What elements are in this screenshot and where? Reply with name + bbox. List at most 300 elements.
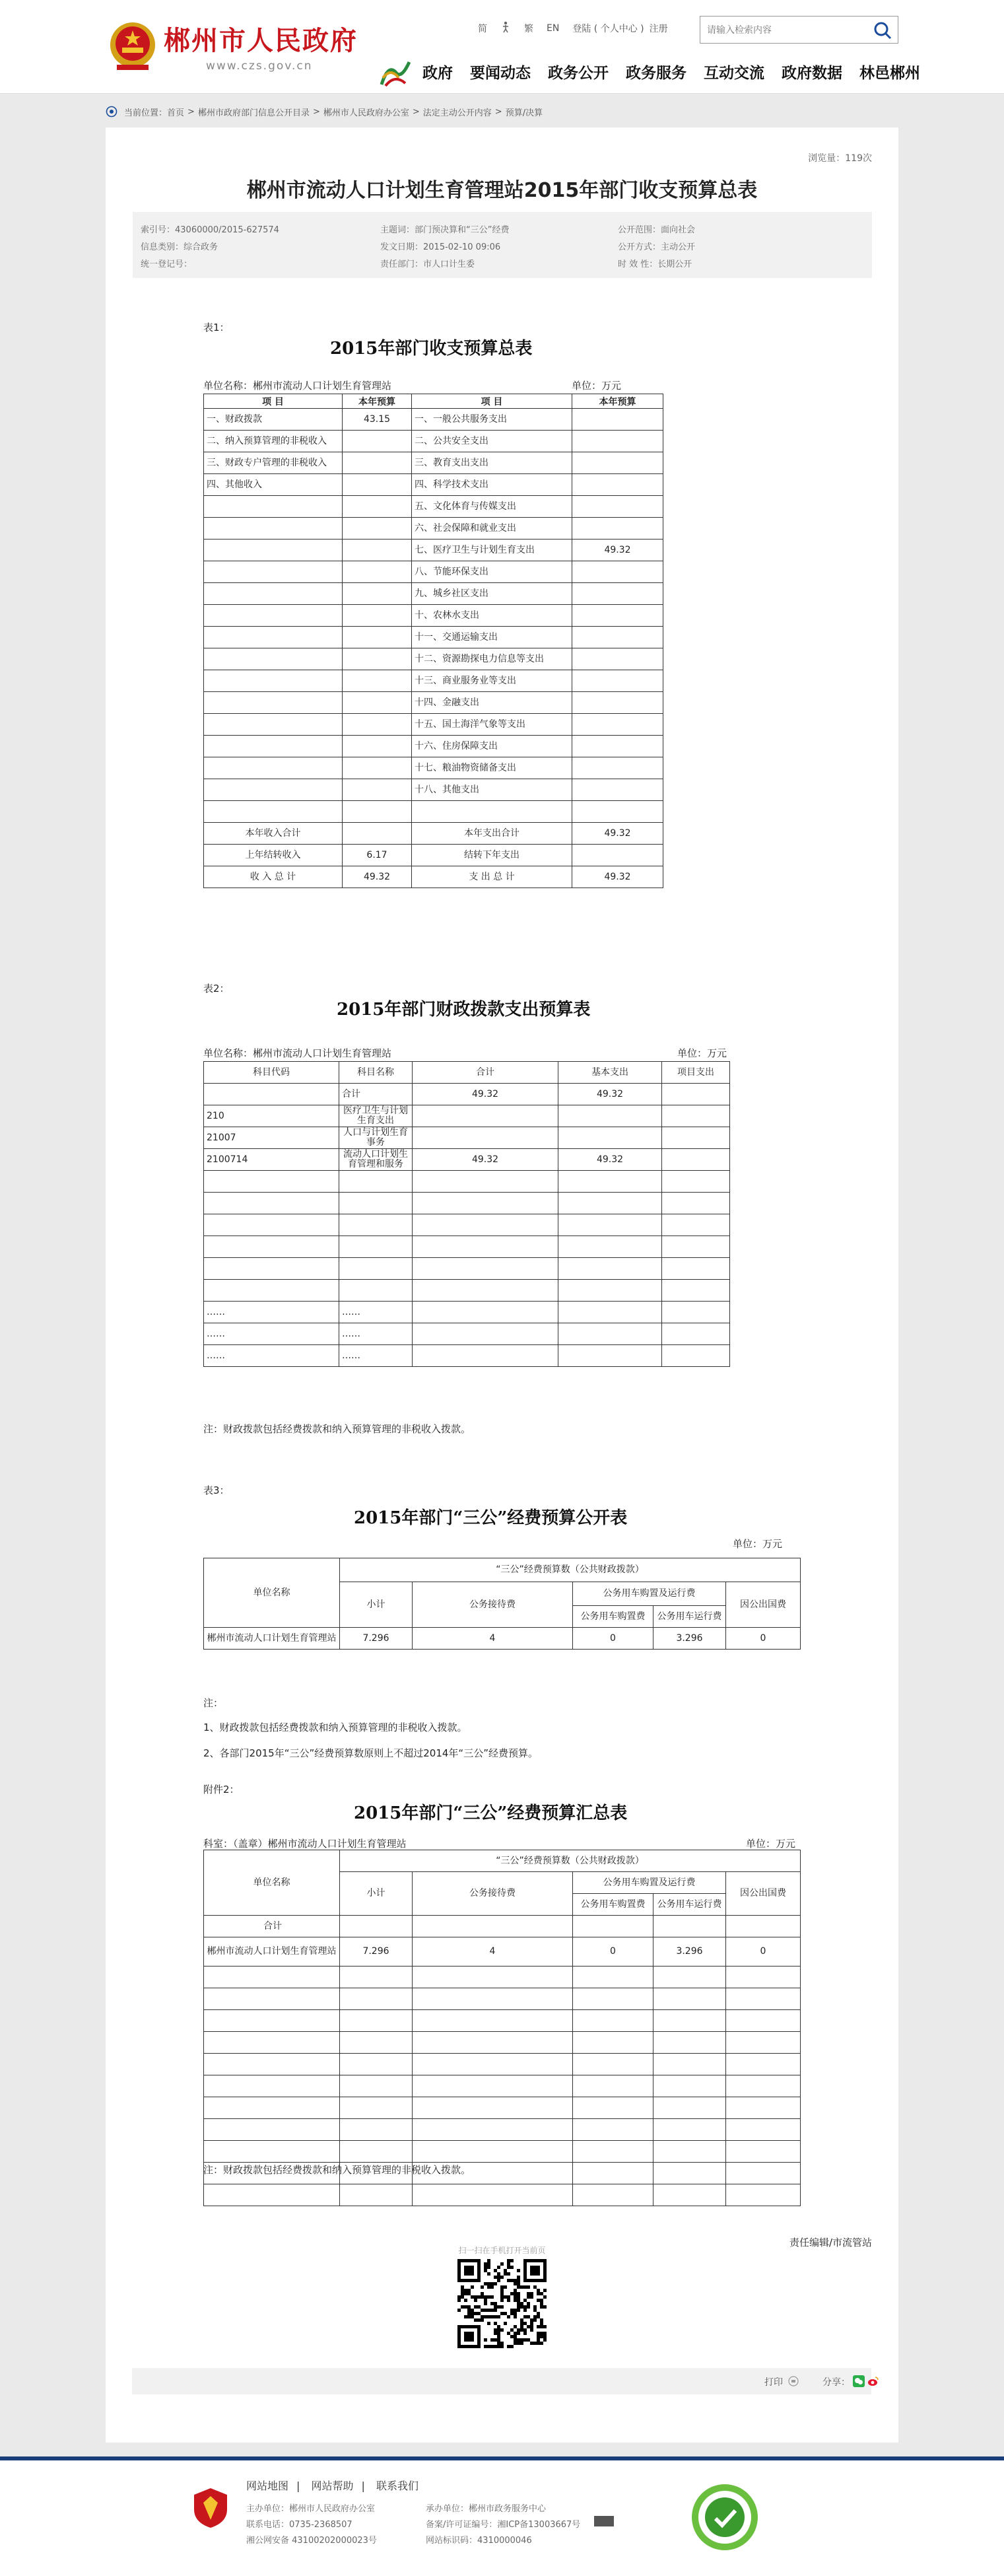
print-icon[interactable] <box>788 2376 799 2386</box>
footer-police-record[interactable]: 湘公网安备 43100202000023号 <box>246 2536 377 2546</box>
traditional-chinese-link[interactable]: 繁 <box>524 24 533 34</box>
main-nav <box>422 61 920 85</box>
table-cell <box>653 2075 726 2097</box>
simplified-chinese-link[interactable]: 简 <box>478 24 487 34</box>
header-unit-name: 单位名称 <box>204 1850 340 1916</box>
login-link[interactable]: 登陆 ( 个人中心 ) <box>572 24 644 34</box>
table-cell: 八、节能环保支出 <box>412 561 572 583</box>
table-cell: …… <box>204 1323 339 1345</box>
table-cell <box>726 2141 801 2163</box>
table-cell: 本年收入合计 <box>204 823 343 845</box>
mobile-badge-icon[interactable] <box>594 2516 614 2526</box>
table-cell <box>340 2119 413 2141</box>
table-cell: 七、医疗卫生与计划生育支出 <box>412 540 572 561</box>
table-cell <box>204 1171 339 1193</box>
header-vehicle-running: 公务用车运行费 <box>653 1894 726 1916</box>
table-cell <box>572 627 663 648</box>
table-cell <box>572 692 663 714</box>
header-vehicle-purchase: 公务用车购置费 <box>573 1606 653 1628</box>
table-cell <box>572 714 663 736</box>
table-cell: 十一、交通运输支出 <box>412 627 572 648</box>
table-cell <box>343 801 412 823</box>
table-cell <box>726 2119 801 2141</box>
search-icon[interactable] <box>873 20 892 40</box>
table-cell <box>413 2119 573 2141</box>
table-cell <box>572 518 663 540</box>
table-cell <box>726 2032 801 2054</box>
table-cell <box>340 1916 413 1937</box>
header-three-public-group: “三公”经费预算数（公共财政拨款） <box>340 1850 801 1872</box>
table-cell: 十、农林水支出 <box>412 605 572 627</box>
table-cell <box>204 2097 340 2119</box>
table-row <box>204 561 663 583</box>
table-cell <box>413 1302 558 1323</box>
table-cell <box>572 452 663 474</box>
table-row <box>204 2097 801 2119</box>
footer-icp[interactable]: 备案/许可证编号：湘ICP备13003667号 <box>426 2520 581 2530</box>
table-cell: 49.32 <box>413 1084 558 1105</box>
table-cell: …… <box>204 1302 339 1323</box>
table-row <box>204 692 663 714</box>
register-link[interactable]: 注册 <box>649 24 668 34</box>
meta-dept: 责任部门：市人口计生委 <box>380 260 475 269</box>
table-row <box>204 1967 801 1988</box>
table-cell: 郴州市流动人口计划生育管理站 <box>204 1937 340 1967</box>
table-row <box>204 1258 730 1280</box>
table3-note-1: 1、财政拨款包括经费拨款和纳入预算管理的非税收入拨款。 <box>203 1722 467 1733</box>
table-cell <box>726 2054 801 2075</box>
header-tools <box>478 20 681 37</box>
table-cell <box>662 1149 730 1171</box>
party-government-badge-icon[interactable] <box>193 2487 228 2529</box>
table-cell <box>204 2075 340 2097</box>
footer-contact-link[interactable]: 联系我们 <box>376 2480 419 2492</box>
table-header: 本年预算 <box>572 394 663 409</box>
table-cell: 0 <box>573 1628 653 1650</box>
table-cell <box>558 1105 662 1127</box>
table-cell <box>339 1258 413 1280</box>
table2-label: 表2： <box>203 983 230 994</box>
table-cell <box>412 801 572 823</box>
total-label: 合计 <box>204 1916 340 1937</box>
table-cell <box>413 1236 558 1258</box>
table-cell <box>726 2097 801 2119</box>
table-cell <box>204 2119 340 2141</box>
table-cell <box>340 2054 413 2075</box>
table-cell: 十三、商业服务业等支出 <box>412 670 572 692</box>
decorative-ribbon-icon <box>379 58 412 87</box>
table-cell: 结转下年支出 <box>412 845 572 866</box>
location-icon <box>106 106 117 118</box>
table-cell <box>726 1988 801 2010</box>
table-cell: 4 <box>413 1628 573 1650</box>
table-row <box>204 2054 801 2075</box>
appropriation-table <box>203 1061 730 1367</box>
table-cell <box>572 779 663 801</box>
table1-title: 2015年部门收支预算总表 <box>330 339 533 359</box>
table-cell <box>413 1280 558 1302</box>
gov-error-check-seal-icon[interactable] <box>690 2483 759 2552</box>
breadcrumb-label: 当前位置： <box>124 108 168 118</box>
table-cell: 十八、其他支出 <box>412 779 572 801</box>
footer-links <box>246 2478 426 2493</box>
table-cell <box>204 605 343 627</box>
table-cell: …… <box>339 1323 413 1345</box>
nav-services[interactable]: 政务服务 <box>626 65 686 82</box>
table-cell <box>653 2010 726 2032</box>
site-header <box>0 0 1004 94</box>
table-row <box>204 2075 801 2097</box>
table-cell <box>653 2163 726 2184</box>
table-cell <box>204 2184 340 2206</box>
budget-summary-table <box>203 394 663 888</box>
wechat-icon[interactable] <box>853 2375 865 2387</box>
article-meta <box>133 212 872 278</box>
header-subtotal: 小计 <box>340 1582 413 1628</box>
table-cell <box>339 1236 413 1258</box>
table-row <box>204 452 663 474</box>
header-abroad: 因公出国费 <box>726 1872 801 1916</box>
print-button[interactable]: 打印 <box>764 2377 783 2388</box>
table-cell <box>413 1988 573 2010</box>
table-cell <box>343 496 412 518</box>
table-row <box>204 1127 730 1149</box>
table-cell <box>653 2032 726 2054</box>
table3-unit: 单位：万元 <box>733 1538 783 1550</box>
english-link[interactable]: EN <box>547 23 560 34</box>
table-cell <box>413 1105 558 1127</box>
table-cell <box>340 2141 413 2163</box>
table-row <box>204 1280 730 1302</box>
table-cell <box>558 1302 662 1323</box>
meta-topic: 主题词：部门预决算和“三公”经费 <box>380 225 510 235</box>
table-cell: 四、科学技术支出 <box>412 474 572 496</box>
nav-linyi[interactable]: 林邑郴州 <box>859 65 920 82</box>
table-cell <box>662 1193 730 1214</box>
header-reception: 公务接待费 <box>413 1872 573 1916</box>
table-cell <box>558 1127 662 1149</box>
breadcrumb-statutory[interactable]: 法定主动公开内容 <box>422 108 492 118</box>
table-row <box>204 757 663 779</box>
table-cell <box>558 1258 662 1280</box>
table-cell <box>726 1967 801 1988</box>
table-header: 本年预算 <box>343 394 412 409</box>
table-row <box>204 1988 801 2010</box>
header-vehicle: 公务用车购置及运行费 <box>573 1582 726 1606</box>
table-cell <box>413 1916 573 1937</box>
table-cell <box>343 605 412 627</box>
table-cell <box>558 1345 662 1367</box>
breadcrumb-office[interactable]: 郴州市人民政府办公室 <box>323 108 409 118</box>
table-row <box>204 496 663 518</box>
table-row <box>204 431 663 452</box>
table-cell: 十二、资源勘探电力信息等支出 <box>412 648 572 670</box>
table-cell: 郴州市流动人口计划生育管理站 <box>204 1628 340 1650</box>
table-cell <box>662 1214 730 1236</box>
nav-interaction[interactable]: 互动交流 <box>704 65 764 82</box>
table-cell <box>204 1967 340 1988</box>
table-cell <box>413 2054 573 2075</box>
table-cell <box>662 1323 730 1345</box>
table-cell <box>726 2075 801 2097</box>
table-cell: 六、社会保障和就业支出 <box>412 518 572 540</box>
table-row <box>204 627 663 648</box>
table-cell: 49.32 <box>413 1149 558 1171</box>
table-cell <box>572 736 663 757</box>
table-cell <box>558 1171 662 1193</box>
table-row <box>204 823 663 845</box>
weibo-icon[interactable] <box>867 2375 879 2387</box>
table-cell: 49.32 <box>558 1084 662 1105</box>
table-cell <box>572 670 663 692</box>
table-cell: 一、一般公共服务支出 <box>412 409 572 431</box>
accessibility-icon <box>500 21 511 33</box>
breadcrumb-separator: > <box>312 106 320 117</box>
table-cell <box>558 1236 662 1258</box>
table-cell <box>204 1280 339 1302</box>
table-cell: 21007 <box>204 1127 339 1149</box>
header-reception: 公务接待费 <box>413 1582 573 1628</box>
table-cell <box>413 1345 558 1367</box>
nav-open-affairs[interactable]: 政务公开 <box>548 65 609 82</box>
table-cell <box>573 2010 653 2032</box>
table-cell <box>343 692 412 714</box>
table-cell: 二、公共安全支出 <box>412 431 572 452</box>
table-cell <box>662 1302 730 1323</box>
table-cell <box>343 431 412 452</box>
table-cell <box>726 2010 801 2032</box>
table-cell <box>572 561 663 583</box>
table-cell <box>653 2097 726 2119</box>
table-cell <box>653 1988 726 2010</box>
meta-unified-code: 统一登记号： <box>141 260 193 269</box>
table-cell <box>204 540 343 561</box>
breadcrumb-separator: > <box>412 106 420 117</box>
table-cell: 十六、住房保障支出 <box>412 736 572 757</box>
table-cell <box>413 1127 558 1149</box>
table-row <box>204 2032 801 2054</box>
table-cell <box>573 1916 653 1937</box>
table2-unit-name: 单位名称：郴州市流动人口计划生育管理站 <box>203 1047 392 1059</box>
table-cell: 49.32 <box>572 823 663 845</box>
table-row <box>204 474 663 496</box>
table-cell <box>662 1105 730 1127</box>
meta-category: 信息类别：综合政务 <box>141 242 218 252</box>
breadcrumb-budget[interactable]: 预算/决算 <box>505 108 543 118</box>
table-cell: 3.296 <box>653 1937 726 1967</box>
table-cell: 五、文化体育与传媒支出 <box>412 496 572 518</box>
breadcrumb-separator: > <box>187 106 195 117</box>
table-cell <box>662 1258 730 1280</box>
table-row <box>204 2184 801 2206</box>
table-cell <box>662 1236 730 1258</box>
nav-news[interactable]: 要闻动态 <box>470 65 531 82</box>
table-cell: 49.32 <box>558 1149 662 1171</box>
table-cell: 二、纳入预算管理的非税收入 <box>204 431 343 452</box>
meta-index: 索引号：43060000/2015-627574 <box>141 225 279 235</box>
meta-validity: 时 效 性：长期公开 <box>618 260 692 269</box>
table-cell <box>558 1323 662 1345</box>
table-cell: 0 <box>573 1937 653 1967</box>
table-header: 项 目 <box>204 394 343 409</box>
footer-divider: | <box>296 2480 300 2492</box>
table-cell <box>726 2163 801 2184</box>
table-cell <box>572 583 663 605</box>
site-url: www.czs.gov.cn <box>206 59 313 73</box>
table-row <box>204 648 663 670</box>
table-cell <box>339 1214 413 1236</box>
footer-contact: 联系电话：0735-2368507 <box>246 2520 352 2530</box>
table-cell <box>573 2163 653 2184</box>
table-cell: 人口与计划生育事务 <box>339 1127 413 1149</box>
search-box <box>700 16 898 44</box>
table-cell <box>726 1916 801 1937</box>
table-cell <box>558 1280 662 1302</box>
table-cell <box>339 1171 413 1193</box>
table-cell <box>204 627 343 648</box>
header-abroad: 因公出国费 <box>726 1582 801 1628</box>
table-row <box>204 1171 730 1193</box>
table-cell <box>662 1345 730 1367</box>
table-cell <box>204 518 343 540</box>
table-row <box>204 2119 801 2141</box>
footer-host: 主办单位：郴州市人民政府办公室 <box>246 2504 376 2514</box>
footer-divider: | <box>361 2480 365 2492</box>
table-cell <box>343 648 412 670</box>
table2-title: 2015年部门财政拨款支出预算表 <box>337 1000 591 1020</box>
table3-title: 2015年部门“三公”经费预算公开表 <box>354 1508 628 1528</box>
table-row <box>204 845 663 866</box>
table2-unit: 单位：万元 <box>677 1047 727 1059</box>
table-row <box>204 670 663 692</box>
table-cell <box>343 714 412 736</box>
table-cell: 0 <box>726 1628 801 1650</box>
table-cell <box>572 648 663 670</box>
table-cell <box>343 518 412 540</box>
table-cell <box>204 2010 340 2032</box>
table-cell <box>340 1967 413 1988</box>
meta-scope: 公开范围：面向社会 <box>618 225 696 235</box>
table-cell: 三、财政专户管理的非税收入 <box>204 452 343 474</box>
table-cell <box>572 605 663 627</box>
table-cell <box>204 1084 339 1105</box>
table-row <box>204 1084 730 1105</box>
table-cell <box>340 2032 413 2054</box>
table-row <box>204 518 663 540</box>
table4-unit-name: 科室：（盖章）郴州市流动人口计划生育管理站 <box>203 1838 407 1850</box>
table-cell <box>572 474 663 496</box>
footer-help-link[interactable]: 网站帮助 <box>311 2480 354 2492</box>
three-public-summary-table <box>203 1850 801 2206</box>
search-input[interactable] <box>707 23 865 38</box>
site-name[interactable]: 郴州市人民政府 <box>164 25 358 56</box>
table-row <box>204 605 663 627</box>
table-cell: 支 出 总 计 <box>412 866 572 888</box>
breadcrumb-catalog[interactable]: 郴州市政府部门信息公开目录 <box>197 108 310 118</box>
table-row <box>204 540 663 561</box>
article-container <box>106 127 898 2443</box>
table1-unit-name: 单位名称：郴州市流动人口计划生育管理站 <box>203 380 392 392</box>
header-unit-name: 单位名称 <box>204 1558 340 1628</box>
table-cell <box>204 2054 340 2075</box>
table-cell <box>572 801 663 823</box>
table-cell <box>204 692 343 714</box>
table-cell <box>343 540 412 561</box>
table-cell: 合计 <box>339 1084 413 1105</box>
table-row <box>204 801 663 823</box>
nav-data[interactable]: 政府数据 <box>782 65 842 82</box>
table-cell <box>413 2032 573 2054</box>
table-row <box>204 1236 730 1258</box>
header-vehicle-running: 公务用车运行费 <box>653 1606 726 1628</box>
table-cell: 十五、国土海洋气象等支出 <box>412 714 572 736</box>
table4-label: 附件2： <box>203 1784 240 1795</box>
national-emblem-icon[interactable] <box>108 18 158 74</box>
breadcrumb <box>106 100 898 123</box>
table-cell <box>340 2097 413 2119</box>
table-cell: …… <box>204 1345 339 1367</box>
table-cell: 3.296 <box>653 1628 726 1650</box>
table-row <box>204 1193 730 1214</box>
table-cell <box>204 583 343 605</box>
table-row <box>204 714 663 736</box>
table-cell <box>343 757 412 779</box>
header-vehicle: 公务用车购置及运行费 <box>573 1872 726 1894</box>
table-cell: 49.32 <box>572 866 663 888</box>
table-cell <box>573 2032 653 2054</box>
table4-note: 注：财政拨款包括经费拨款和纳入预算管理的非税收入拨款。 <box>203 2164 471 2176</box>
table-cell <box>204 561 343 583</box>
table-cell <box>343 627 412 648</box>
table-cell <box>413 2075 573 2097</box>
table-row <box>204 1302 730 1323</box>
accessibility-link[interactable] <box>500 21 511 36</box>
table-row <box>204 583 663 605</box>
table1-label: 表1： <box>203 322 230 333</box>
table-cell <box>204 2141 340 2163</box>
table-cell <box>343 583 412 605</box>
table-cell <box>339 1193 413 1214</box>
table-cell <box>573 1967 653 1988</box>
footer-sitemap-link[interactable]: 网站地图 <box>246 2480 289 2492</box>
table-cell: 49.32 <box>572 540 663 561</box>
share-bar <box>132 2368 871 2394</box>
table-cell: 2100714 <box>204 1149 339 1171</box>
page-title: 郴州市流动人口计划生育管理站2015年部门收支预算总表 <box>246 179 758 202</box>
breadcrumb-home[interactable]: 首页 <box>167 108 185 118</box>
view-count: 浏览量：119次 <box>808 153 872 164</box>
table-cell <box>340 2075 413 2097</box>
header-three-public-group: “三公”经费预算数（公共财政拨款） <box>340 1558 801 1582</box>
table-cell <box>572 757 663 779</box>
table-cell <box>662 1084 730 1105</box>
table-cell: …… <box>339 1302 413 1323</box>
table-cell <box>726 2184 801 2206</box>
table-cell: 十七、粮油物资储备支出 <box>412 757 572 779</box>
table3-note-2: 2、各部门2015年“三公”经费预算数原则上不超过2014年“三公”经费预算。 <box>203 1747 538 1759</box>
table-cell <box>572 409 663 431</box>
table-cell <box>572 845 663 866</box>
table-row <box>204 779 663 801</box>
table-row <box>204 736 663 757</box>
qr-code-icon <box>457 2259 547 2348</box>
table-cell: 收 入 总 计 <box>204 866 343 888</box>
table-row <box>204 1214 730 1236</box>
table-row <box>204 1149 730 1171</box>
table-row <box>204 2141 801 2163</box>
table-cell <box>340 2184 413 2206</box>
nav-government[interactable]: 政府 <box>422 65 453 82</box>
